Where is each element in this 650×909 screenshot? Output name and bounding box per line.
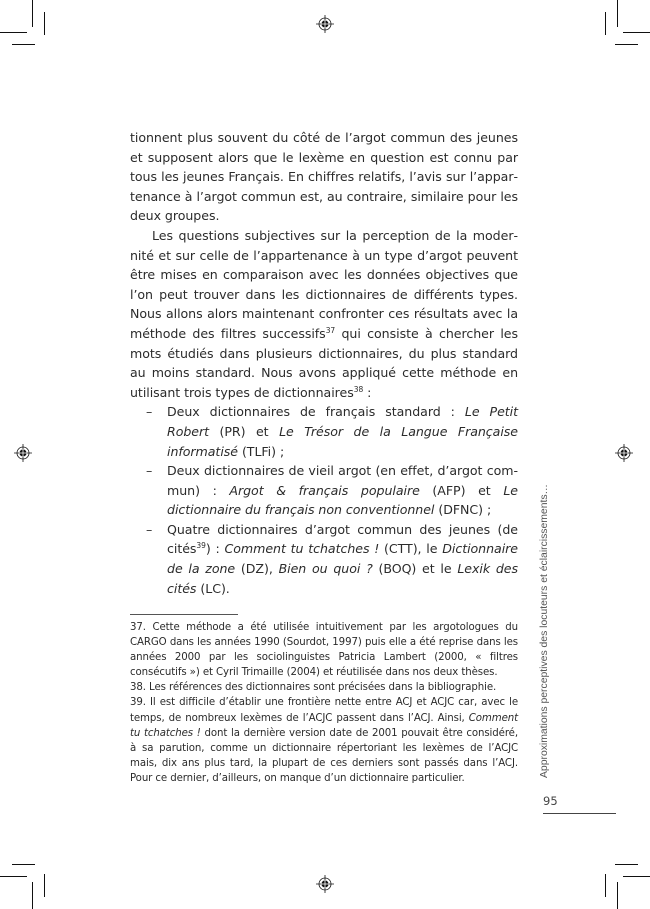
footnote-ref-38[interactable]: 38	[353, 384, 364, 394]
page-number-rule	[543, 813, 616, 814]
footnote-number: 39.	[130, 697, 146, 709]
paragraph-filters-method: Les questions subjectives sur la perception de la modernité et sur celle de l’appartenance à un type d’argot peuvent être mises en comparaison avec les données objectives que l’on peut trouver dans les dictionnaires de différents types. Nous allons alors maintenant confronter ces résultats avec la méthode des filtres successifs$^{37}$ qui consiste à chercher les mots étudiés dans plusieurs dictionnaires, du plus standard au moins standard. Nous avons appliqué cette méthode en utilisant trois types de dictionnaires$^{38}$ :	[130, 227, 518, 400]
footnote-number: 37.	[130, 622, 146, 633]
crop-mark-top-right-h2	[615, 44, 638, 45]
crop-mark-top-left-h2	[12, 44, 35, 45]
running-head: Approximations perceptives des locuteurs et éclaircissements…	[539, 484, 550, 778]
crop-mark-top-left-v2	[44, 12, 45, 35]
crop-mark-bottom-right-v1	[617, 882, 618, 909]
registration-target-left-icon	[14, 444, 32, 462]
footnote-ref-39[interactable]: 39	[196, 541, 206, 551]
list-item-old-argot-dictionaries: – Deux dictionnaires de vieil argot (en effet, d’argot commun) : Argot & français populaire (AFP) et Le dictionnaire du français non conventionnel (DFNC) ;	[146, 463, 518, 518]
list-item-standard-dictionaries: – Deux dictionnaires de français standard : Le Petit Robert (PR) et Le Trésor de la Langue Française informatisé (TLFi) ;	[146, 404, 519, 459]
crop-mark-bottom-right-h1	[623, 876, 650, 877]
list-item-youth-argot-dictionaries: – Quatre dictionnaires d’argot commun des jeunes (de cités$^{39}$) : Comment tu tchatches ! (CTT), le Dictionnaire de la zone (DZ), Bien ou quoi ? (BOQ) et le Lexik des cités (LC).	[146, 521, 519, 596]
dash-bullet: –	[146, 521, 153, 537]
footnote-number: 38.	[130, 682, 146, 694]
registration-target-top-icon	[316, 15, 334, 33]
footnote-separator	[130, 614, 238, 615]
crop-mark-top-right-v2	[605, 12, 606, 35]
crop-mark-top-left-h1	[0, 32, 27, 33]
footnote-38: 38. Les références des dictionnaires sont précisées dans la bibliographie.	[130, 682, 497, 694]
footnote-39: 39. Il est difficile d’établir une frontière nette entre ACJ et ACJC car, avec le temps, de nombreux lexèmes de l’ACJC passent dans l’ACJ. Ainsi, Comment tu tchatches ! dont la dernière version date de 2001 pouvait être considéré, à sa parution, comme un dictionnaire répertoriant les lexèmes de l’ACJC mais, dix ans plus tard, la plupart de ces derniers sont passés dans l’ACJ. Pour ce dernier, d’ailleurs, on manque d’un dictionnaire particulier.	[130, 697, 518, 784]
crop-mark-bottom-left-h2	[12, 864, 35, 865]
crop-mark-top-right-v1	[617, 0, 618, 27]
dictionary-list	[130, 402, 518, 598]
page-number: 95	[543, 794, 558, 808]
body-text	[130, 128, 518, 598]
crop-mark-bottom-right-v2	[605, 874, 606, 897]
dash-bullet: –	[146, 463, 153, 479]
crop-mark-top-right-h1	[623, 32, 650, 33]
crop-mark-top-left-v1	[32, 0, 33, 27]
dash-bullet: –	[146, 404, 153, 420]
footnotes	[130, 620, 518, 786]
crop-mark-bottom-left-h1	[0, 876, 27, 877]
crop-mark-bottom-left-v2	[44, 874, 45, 897]
registration-target-right-icon	[615, 444, 633, 462]
crop-mark-bottom-left-v1	[32, 882, 33, 909]
crop-mark-bottom-right-h2	[615, 864, 638, 865]
footnote-ref-37[interactable]: 37	[325, 325, 336, 335]
footnote-37: 37. Cette méthode a été utilisée intuitivement par les argotologues du CARGO dans les années 1990 (Sourdot, 1997) puis elle a été reprise dans les années 2000 par les sociolinguistes Patricia Lambert (2000, « filtres consécutifs ») et Cyril Trimaille (2004) et réutilisée dans nos deux thèses.	[130, 622, 518, 679]
paragraph-continuation: tionnent plus souvent du côté de l’argot commun des jeunes et supposent alors que le lexème en question est connu par tous les jeunes Français. En chiffres relatifs, l’avis sur l’appartenance à l’argot commun est, au contraire, similaire pour les deux groupes.	[130, 130, 518, 224]
registration-target-bottom-icon	[316, 875, 334, 893]
